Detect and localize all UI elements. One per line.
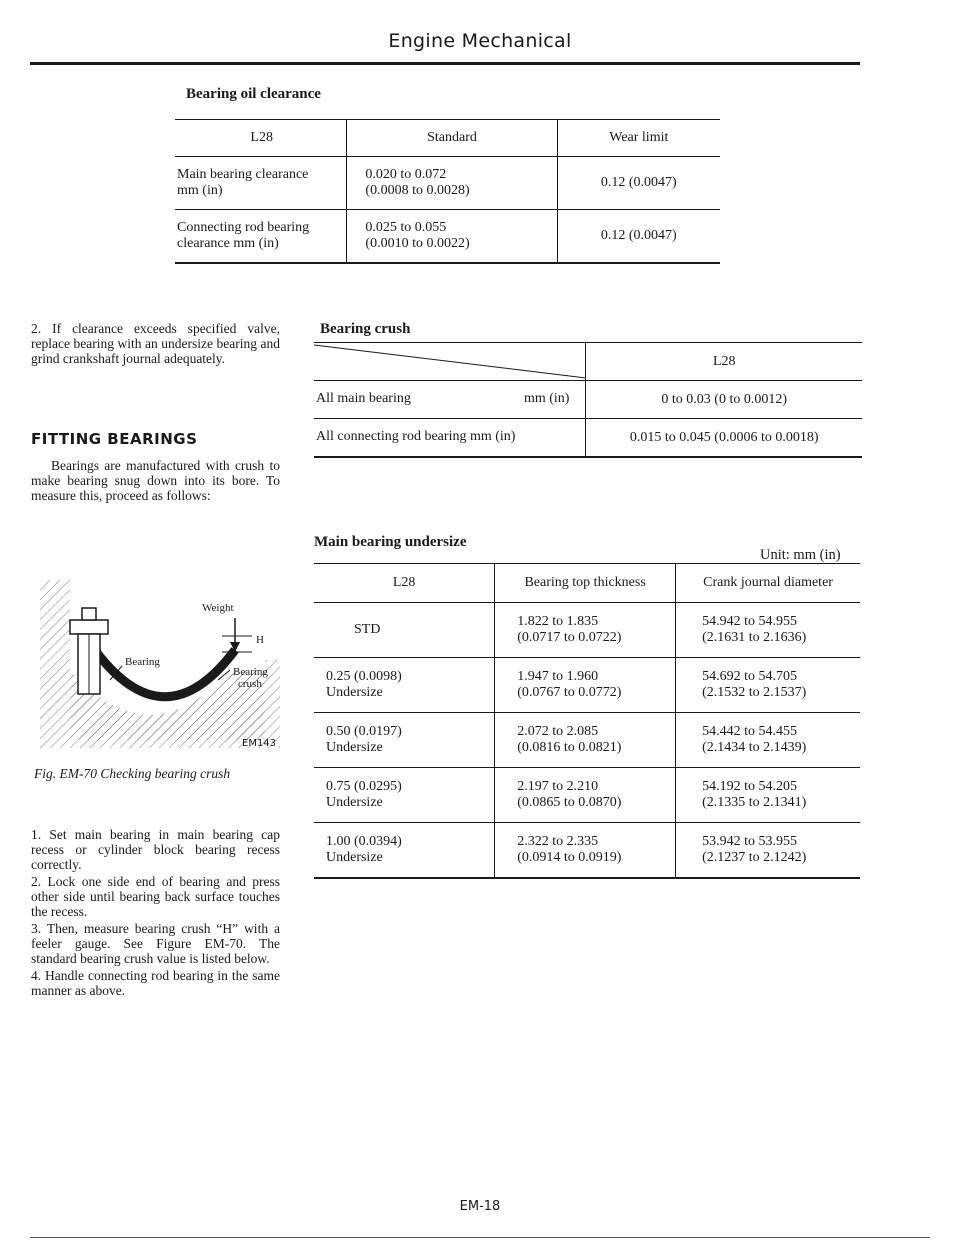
table-cell: STD — [314, 603, 495, 658]
list-item: 4. Handle connecting rod bearing in the same manner as above. — [31, 968, 280, 998]
table-row — [314, 381, 862, 419]
header-cell: L28 — [586, 343, 862, 381]
table-cell: Main bearing clearance mm (in) — [175, 157, 347, 210]
undersize-table — [314, 563, 860, 879]
header-cell: Bearing top thickness — [495, 564, 676, 603]
header-cell: L28 — [314, 564, 495, 603]
table-header-row — [314, 564, 860, 603]
label-bearing: Bearing — [125, 656, 160, 668]
clearance-paragraph: 2. If clearance exceeds specified valve, replace bearing with an undersize bearing and grind crankshaft journal adequately. — [31, 321, 280, 366]
table-cell: 0.12 (0.0047) — [557, 210, 720, 264]
oil-clearance-table — [175, 119, 720, 264]
diagonal-line — [314, 343, 586, 380]
header-rule — [30, 62, 860, 65]
table-cell: 0.015 to 0.045 (0.0006 to 0.0018) — [586, 419, 862, 458]
table-cell: 1.947 to 1.960 (0.0767 to 0.0772) — [495, 658, 676, 713]
table-cell: 54.692 to 54.705 (2.1532 to 2.1537) — [676, 658, 860, 713]
oil-clearance-caption: Bearing oil clearance — [186, 86, 321, 102]
fitting-paragraph: Bearings are manufactured with crush to make bearing snug down into its bore. To measure this, proceed as follows: — [31, 458, 280, 503]
table-row — [314, 603, 860, 658]
undersize-caption: Main bearing undersize — [314, 534, 467, 550]
table-row — [175, 157, 720, 210]
table-cell: 0.75 (0.0295) Undersize — [314, 768, 495, 823]
table-row — [314, 768, 860, 823]
figure-caption: Fig. EM-70 Checking bearing crush — [34, 766, 231, 781]
table-cell: 0 to 0.03 (0 to 0.0012) — [586, 381, 862, 419]
label-bearing-crush: Bearing — [233, 666, 268, 678]
unit-note: Unit: mm (in) — [760, 547, 841, 563]
header-cell: Standard — [347, 120, 557, 157]
header-cell: Crank journal diameter — [676, 564, 860, 603]
label-weight: Weight — [202, 602, 234, 614]
table-cell: All main bearing mm (in) — [314, 381, 586, 419]
table-cell: 0.50 (0.0197) Undersize — [314, 713, 495, 768]
table-cell: 2.072 to 2.085 (0.0816 to 0.0821) — [495, 713, 676, 768]
label-h: H — [256, 634, 264, 646]
header-cell: Wear limit — [557, 120, 720, 157]
table-header-row — [175, 120, 720, 157]
table-cell: 53.942 to 53.955 (2.1237 to 2.1242) — [676, 823, 860, 879]
fitting-bearings-heading: FITTING BEARINGS — [31, 430, 198, 448]
table-cell: 0.020 to 0.072 (0.0008 to 0.0028) — [347, 157, 557, 210]
table-cell: 0.25 (0.0098) Undersize — [314, 658, 495, 713]
list-item: 3. Then, measure bearing crush “H” with a feeler gauge. See Figure EM-70. The standard bearing crush value is listed below. — [31, 921, 280, 966]
table-row — [314, 419, 862, 458]
table-cell: Connecting rod bearing clearance mm (in) — [177, 220, 310, 251]
table-header-row — [314, 343, 862, 381]
table-cell: 54.942 to 54.955 (2.1631 to 2.1636) — [676, 603, 860, 658]
table-cell: 1.00 (0.0394) Undersize — [326, 834, 402, 865]
table-row — [314, 658, 860, 713]
list-item: 1. Set main bearing in main bearing cap recess or cylinder block bearing recess correctly. — [31, 827, 280, 872]
bearing-crush-table — [314, 342, 862, 458]
page-header-title: Engine Mechanical — [388, 30, 572, 52]
list-item: 2. Lock one side end of bearing and press other side until bearing back surface touches the recess. — [31, 874, 280, 919]
table-cell: 54.192 to 54.205 (2.1335 to 2.1341) — [676, 768, 860, 823]
table-cell: All connecting rod bearing mm (in) — [316, 429, 516, 444]
bearing-crush-caption: Bearing crush — [320, 321, 411, 337]
table-cell: 0.025 to 0.055 (0.0010 to 0.0022) — [347, 210, 557, 264]
label-crush: crush — [238, 678, 262, 690]
table-cell: 54.442 to 54.455 (2.1434 to 2.1439) — [676, 713, 860, 768]
table-cell: 0.12 (0.0047) — [557, 157, 720, 210]
table-row — [314, 823, 860, 879]
table-row — [175, 210, 720, 264]
footer-rule — [30, 1237, 930, 1238]
diagonal-header-cell — [314, 343, 586, 381]
table-row — [314, 713, 860, 768]
page-number: EM-18 — [459, 1199, 501, 1214]
table-cell: 2.322 to 2.335 (0.0914 to 0.0919) — [495, 823, 676, 879]
header-cell: L28 — [175, 120, 347, 157]
table-cell: 2.197 to 2.210 (0.0865 to 0.0870) — [495, 768, 676, 823]
steps-list — [31, 827, 280, 998]
bearing-crush-figure — [30, 570, 280, 760]
figure-code: EM143 — [242, 738, 277, 749]
table-cell: 1.822 to 1.835 (0.0717 to 0.0722) — [495, 603, 676, 658]
